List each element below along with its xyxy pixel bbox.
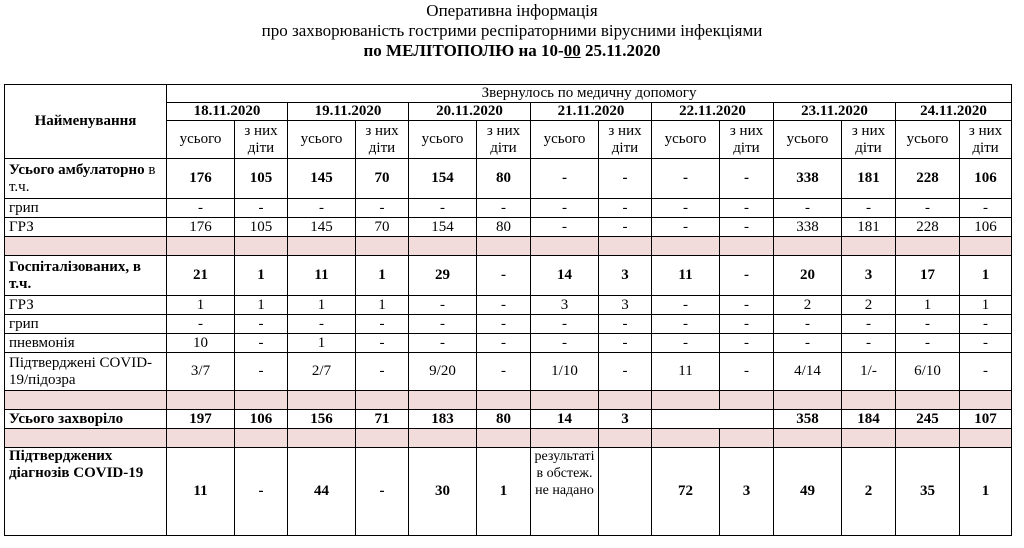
value-cell: - — [599, 218, 652, 237]
value-cell: 3 — [720, 448, 774, 536]
separator-cell — [720, 237, 774, 256]
value-cell: - — [167, 315, 235, 334]
separator-cell — [5, 237, 167, 256]
value-cell: - — [288, 315, 356, 334]
separator-cell — [652, 237, 720, 256]
value-cell: 3 — [531, 296, 599, 315]
separator-cell — [235, 237, 288, 256]
value-cell: 72 — [652, 448, 720, 536]
value-cell: 11 — [652, 256, 720, 296]
value-cell: 1 — [288, 334, 356, 353]
row-pneumonia — [5, 334, 1012, 353]
subheader-children: з них діти — [235, 121, 288, 159]
value-cell: 107 — [960, 410, 1012, 429]
separator-row — [5, 391, 1012, 410]
value-cell: - — [720, 296, 774, 315]
separator-cell — [896, 237, 960, 256]
date-header: 24.11.2020 — [896, 103, 1012, 121]
value-cell: - — [652, 296, 720, 315]
value-cell: - — [356, 199, 409, 218]
subheader-total: усього — [774, 121, 842, 159]
subheader-children: з них діти — [960, 121, 1012, 159]
row-label: Підтверджені COVID-19/підозра — [5, 353, 167, 391]
value-cell: - — [409, 199, 477, 218]
subheader-total: усього — [531, 121, 599, 159]
value-cell: 3 — [842, 256, 896, 296]
value-cell: 6/10 — [896, 353, 960, 391]
value-cell: - — [477, 315, 531, 334]
value-cell: 1 — [235, 256, 288, 296]
value-cell: - — [652, 159, 720, 199]
value-cell: 2 — [774, 296, 842, 315]
group-header-row — [5, 85, 1012, 103]
value-cell: 1 — [288, 296, 356, 315]
value-cell: - — [477, 256, 531, 296]
value-cell: 228 — [896, 218, 960, 237]
value-cell: 156 — [288, 410, 356, 429]
value-cell: 70 — [356, 218, 409, 237]
value-cell: - — [409, 315, 477, 334]
value-cell: - — [599, 353, 652, 391]
value-cell: 181 — [842, 218, 896, 237]
value-cell: - — [531, 334, 599, 353]
morbidity-table — [4, 84, 1012, 536]
value-cell: - — [235, 334, 288, 353]
value-cell: - — [167, 199, 235, 218]
subheader-children: з них діти — [720, 121, 774, 159]
value-cell: - — [720, 199, 774, 218]
separator-cell — [599, 391, 652, 410]
value-cell: - — [720, 353, 774, 391]
value-cell: 1 — [356, 296, 409, 315]
value-cell: 1 — [477, 448, 531, 536]
value-cell: - — [599, 199, 652, 218]
value-cell: - — [356, 448, 409, 536]
value-cell: - — [477, 296, 531, 315]
value-cell: - — [720, 218, 774, 237]
row-label: Усього амбулаторно в т.ч. — [5, 159, 167, 199]
value-cell: 1 — [167, 296, 235, 315]
separator-cell — [599, 429, 652, 448]
row-label: Усього захворіло — [5, 410, 167, 429]
value-cell: 245 — [896, 410, 960, 429]
value-cell: 11 — [167, 448, 235, 536]
value-cell: 14 — [531, 410, 599, 429]
value-cell: 70 — [356, 159, 409, 199]
value-cell: 338 — [774, 159, 842, 199]
value-cell: - — [896, 315, 960, 334]
value-cell: 49 — [774, 448, 842, 536]
value-cell: 106 — [960, 218, 1012, 237]
value-cell: 154 — [409, 159, 477, 199]
row-flu — [5, 199, 1012, 218]
value-cell: 71 — [356, 410, 409, 429]
value-cell: - — [720, 256, 774, 296]
separator-cell — [896, 391, 960, 410]
separator-cell — [288, 391, 356, 410]
value-cell: 2 — [842, 448, 896, 536]
value-cell: 14 — [531, 256, 599, 296]
subheader-total: усього — [288, 121, 356, 159]
value-cell: - — [599, 315, 652, 334]
value-cell: - — [774, 199, 842, 218]
separator-cell — [167, 429, 235, 448]
separator-cell — [842, 429, 896, 448]
value-cell: 35 — [896, 448, 960, 536]
value-cell: - — [477, 334, 531, 353]
value-cell: 183 — [409, 410, 477, 429]
row-label: Підтверджених діагнозів COVID-19 — [5, 448, 167, 536]
value-cell: 1/10 — [531, 353, 599, 391]
separator-cell — [356, 391, 409, 410]
row-label: грип — [5, 199, 167, 218]
name-column-header: Найменування — [5, 85, 167, 159]
separator-cell — [531, 391, 599, 410]
value-cell: - — [599, 159, 652, 199]
date-header: 20.11.2020 — [409, 103, 531, 121]
subheader-total: усього — [409, 121, 477, 159]
subheader-children: з них діти — [477, 121, 531, 159]
separator-cell — [235, 391, 288, 410]
row-total-sick — [5, 410, 1012, 429]
value-cell: - — [356, 334, 409, 353]
value-cell: 176 — [167, 159, 235, 199]
row-label: ГРЗ — [5, 296, 167, 315]
separator-cell — [477, 237, 531, 256]
value-cell: - — [652, 218, 720, 237]
value-cell: - — [409, 296, 477, 315]
separator-cell — [774, 237, 842, 256]
separator-cell — [288, 429, 356, 448]
value-cell: 1 — [356, 256, 409, 296]
row-covid-confirmed — [5, 353, 1012, 391]
separator-cell — [960, 237, 1012, 256]
value-cell: - — [842, 315, 896, 334]
value-cell: - — [531, 159, 599, 199]
separator-cell — [842, 391, 896, 410]
value-cell: 1/- — [842, 353, 896, 391]
value-cell: 106 — [960, 159, 1012, 199]
value-cell — [652, 410, 720, 429]
value-cell: 105 — [235, 218, 288, 237]
separator-cell — [960, 391, 1012, 410]
separator-row — [5, 237, 1012, 256]
row-hosp-grz — [5, 296, 1012, 315]
separator-cell — [842, 237, 896, 256]
value-cell: - — [896, 334, 960, 353]
row-hosp-flu — [5, 315, 1012, 334]
subheader-total: усього — [896, 121, 960, 159]
value-cell: 3/7 — [167, 353, 235, 391]
separator-cell — [960, 429, 1012, 448]
value-cell: 145 — [288, 218, 356, 237]
separator-cell — [477, 391, 531, 410]
value-cell: 20 — [774, 256, 842, 296]
separator-cell — [356, 429, 409, 448]
value-cell: 228 — [896, 159, 960, 199]
value-cell: 1 — [960, 256, 1012, 296]
date-header: 18.11.2020 — [167, 103, 288, 121]
value-cell: - — [720, 159, 774, 199]
value-cell: - — [774, 334, 842, 353]
separator-cell — [235, 429, 288, 448]
value-cell: 1 — [960, 296, 1012, 315]
separator-cell — [167, 391, 235, 410]
value-cell: 338 — [774, 218, 842, 237]
value-cell: - — [720, 315, 774, 334]
separator-cell — [167, 237, 235, 256]
separator-cell — [531, 237, 599, 256]
separator-cell — [599, 237, 652, 256]
separator-cell — [356, 237, 409, 256]
value-cell: - — [960, 199, 1012, 218]
value-cell: 44 — [288, 448, 356, 536]
value-cell: - — [235, 199, 288, 218]
separator-cell — [5, 429, 167, 448]
value-cell: 3 — [599, 256, 652, 296]
row-covid-diag — [5, 448, 1012, 536]
value-cell: 11 — [652, 353, 720, 391]
separator-cell — [5, 391, 167, 410]
value-cell: - — [960, 334, 1012, 353]
value-cell: 2 — [842, 296, 896, 315]
separator-cell — [531, 429, 599, 448]
separator-cell — [652, 429, 720, 448]
value-cell: 106 — [235, 410, 288, 429]
value-cell: - — [288, 199, 356, 218]
value-cell: - — [531, 315, 599, 334]
value-cell: 358 — [774, 410, 842, 429]
date-header: 19.11.2020 — [288, 103, 409, 121]
value-cell: - — [356, 353, 409, 391]
value-cell: - — [960, 353, 1012, 391]
value-cell: 154 — [409, 218, 477, 237]
row-ambulatory — [5, 159, 1012, 199]
value-cell: - — [960, 315, 1012, 334]
value-cell: 145 — [288, 159, 356, 199]
separator-row — [5, 429, 1012, 448]
date-header: 21.11.2020 — [531, 103, 652, 121]
value-cell: 30 — [409, 448, 477, 536]
separator-cell — [409, 237, 477, 256]
subheader-children: з них діти — [356, 121, 409, 159]
row-label: Госпіталізованих, в т.ч. — [5, 256, 167, 296]
value-cell: 29 — [409, 256, 477, 296]
separator-cell — [652, 391, 720, 410]
value-cell: - — [842, 199, 896, 218]
subheader-children: з них діти — [599, 121, 652, 159]
separator-cell — [409, 429, 477, 448]
value-cell: 80 — [477, 218, 531, 237]
value-cell — [599, 448, 652, 536]
value-cell: 9/20 — [409, 353, 477, 391]
value-cell: 176 — [167, 218, 235, 237]
report-location-date: по МЕЛІТОПОЛЮ на 10-00 25.11.2020 — [363, 41, 661, 60]
date-header: 22.11.2020 — [652, 103, 774, 121]
value-cell: 17 — [896, 256, 960, 296]
value-cell: 181 — [842, 159, 896, 199]
value-cell: - — [774, 315, 842, 334]
value-cell: - — [599, 334, 652, 353]
row-label: пневмонія — [5, 334, 167, 353]
value-cell: 80 — [477, 159, 531, 199]
value-cell: 80 — [477, 410, 531, 429]
subheader-total: усього — [652, 121, 720, 159]
report-subtitle: про захворюваність гострими респіраторними вірусними інфекціями — [261, 21, 763, 40]
separator-cell — [774, 391, 842, 410]
subheader-children: з них діти — [842, 121, 896, 159]
value-cell: - — [531, 218, 599, 237]
value-cell: - — [896, 199, 960, 218]
report-title: Оперативна інформація — [426, 1, 598, 20]
value-cell: - — [477, 199, 531, 218]
value-cell: - — [652, 334, 720, 353]
separator-cell — [896, 429, 960, 448]
value-cell: 184 — [842, 410, 896, 429]
date-header: 23.11.2020 — [774, 103, 896, 121]
value-cell: 197 — [167, 410, 235, 429]
row-label: грип — [5, 315, 167, 334]
value-cell: - — [235, 353, 288, 391]
value-cell: 105 — [235, 159, 288, 199]
row-grz — [5, 218, 1012, 237]
value-cell: - — [235, 315, 288, 334]
separator-cell — [409, 391, 477, 410]
row-label: ГРЗ — [5, 218, 167, 237]
value-cell: - — [842, 334, 896, 353]
value-cell: 2/7 — [288, 353, 356, 391]
value-cell: - — [652, 315, 720, 334]
value-cell — [720, 410, 774, 429]
value-cell: результатів обстеж. не надано — [531, 448, 599, 536]
value-cell: 11 — [288, 256, 356, 296]
value-cell: 3 — [599, 410, 652, 429]
value-cell: - — [356, 315, 409, 334]
separator-cell — [477, 429, 531, 448]
value-cell: - — [531, 199, 599, 218]
value-cell: 21 — [167, 256, 235, 296]
value-cell: 1 — [896, 296, 960, 315]
subheader-total: усього — [167, 121, 235, 159]
value-cell: 1 — [960, 448, 1012, 536]
value-cell: 3 — [599, 296, 652, 315]
separator-cell — [774, 429, 842, 448]
value-cell: 4/14 — [774, 353, 842, 391]
separator-cell — [720, 429, 774, 448]
value-cell: - — [652, 199, 720, 218]
value-cell: 10 — [167, 334, 235, 353]
value-cell: - — [477, 353, 531, 391]
value-cell: - — [409, 334, 477, 353]
separator-cell — [288, 237, 356, 256]
value-cell: 1 — [235, 296, 288, 315]
value-cell: - — [235, 448, 288, 536]
group-header: Звернулось по медичну допомогу — [167, 85, 1012, 103]
row-hosp — [5, 256, 1012, 296]
separator-cell — [720, 391, 774, 410]
value-cell: - — [720, 334, 774, 353]
